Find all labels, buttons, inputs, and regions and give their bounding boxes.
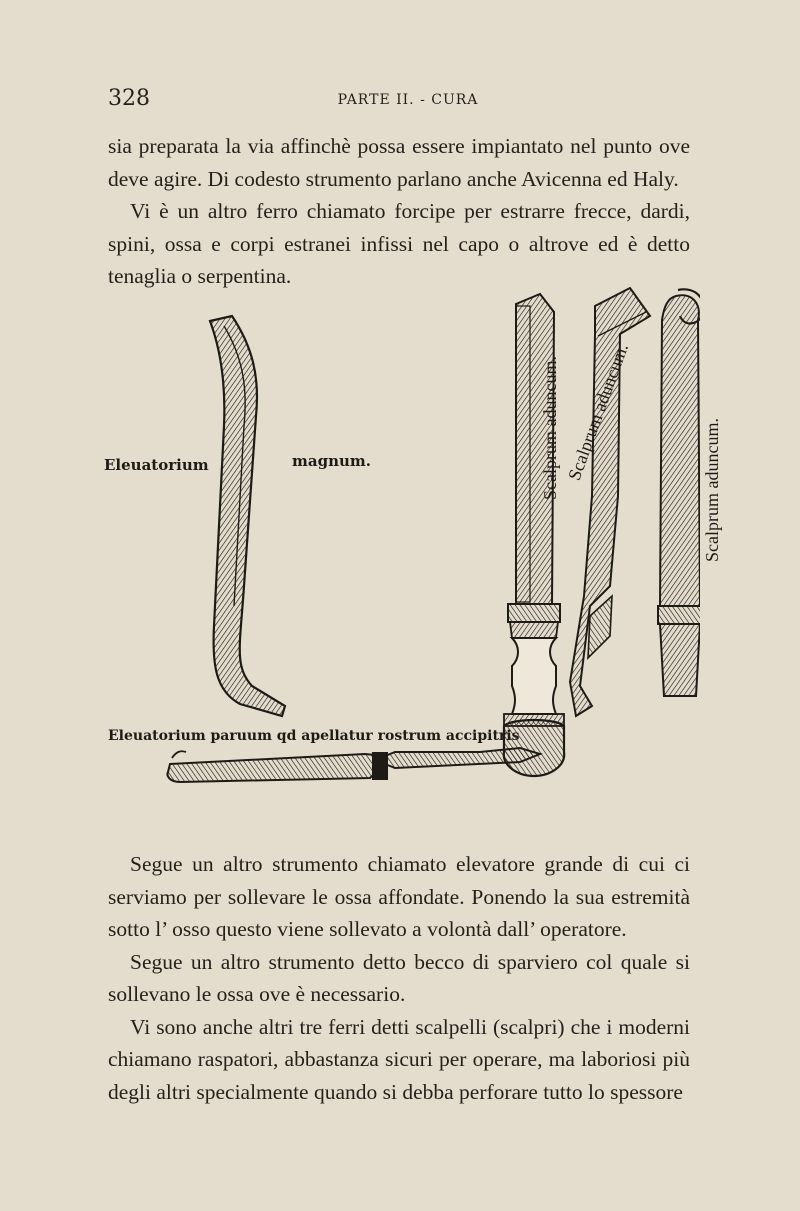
paragraph: Vi è un altro ferro chiamato forcipe per estrarre frecce, dardi, spini, ossa e corpi estranei infissi nel capo o altrove ed è detto tenaglia o serpentina. [108,199,690,288]
label-scalprum-1: Scalprum aduncum. [540,356,560,500]
label-eleuatorium-paruum: Eleuatorium paruum qd apellatur rostrum accipitris [108,728,520,744]
page-number: 328 [108,86,150,111]
elevatorium-paruum-drawing [168,748,541,782]
paragraph: sia preparata la via affinchè possa essere impiantato nel punto ove deve agire. Di codesto strumento parlano anche Avicenna ed Haly. [108,134,690,191]
label-scalprum-2: Scalprum aduncum. [564,340,633,483]
elevatorium-magnum-drawing [210,316,285,716]
scalprum-3-drawing [658,289,700,696]
paragraph: Segue un altro strumento chiamato elevatore grande di cui ci serviamo per sollevare le ossa affondate. Ponendo la sua estremità sotto l’ osso questo viene sollevato a volontà dall’ operatore. [108,852,690,941]
text-block-bottom [108,848,690,1108]
paragraph: Vi sono anche altri tre ferri detti scalpelli (scalpri) che i moderni chiamano raspatori, abbastanza sicuri per operare, ma laboriosi più degli altri specialmente quando si debba perforare tutto lo spessore [108,1014,690,1104]
page-header [108,86,708,116]
text-block-top [108,130,690,293]
label-magnum: magnum. [292,452,371,470]
label-eleuatorium: Eleuatorium [104,456,209,474]
paragraph: Segue un altro strumento detto becco di sparviero col quale si sollevano le ossa ove è necessario. [108,949,690,1006]
running-head: PARTE II. - CURA [337,92,479,108]
label-scalprum-3: Scalprum aduncum. [702,418,722,562]
surgical-instruments-woodcut [104,286,722,816]
